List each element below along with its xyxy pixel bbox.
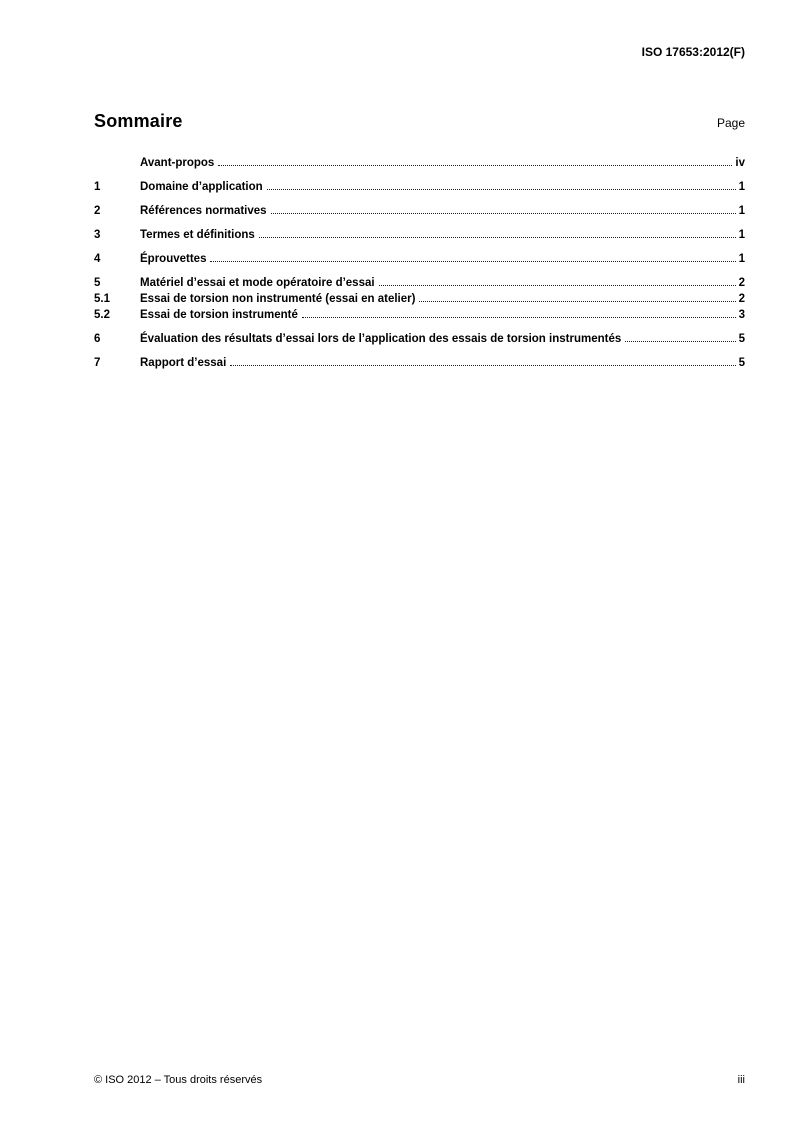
toc-leader-dots bbox=[379, 284, 736, 286]
toc-entry-page: 1 bbox=[738, 181, 745, 193]
toc-list bbox=[94, 156, 745, 371]
copyright-notice: © ISO 2012 – Tous droits réservés bbox=[94, 1074, 263, 1086]
toc-entry-title: Domaine d’application bbox=[140, 181, 263, 193]
toc-section bbox=[94, 111, 745, 371]
toc-entry-page: 5 bbox=[738, 333, 745, 345]
toc-leader-dots bbox=[230, 364, 735, 366]
toc-entry-number: 5.1 bbox=[94, 293, 110, 305]
toc-entry bbox=[94, 276, 745, 291]
toc-entry-title: Essai de torsion instrumenté bbox=[140, 309, 298, 321]
page-footer bbox=[94, 1074, 745, 1086]
toc-entry bbox=[94, 156, 745, 171]
toc-title: Sommaire bbox=[94, 111, 183, 131]
toc-entry-number: 5.2 bbox=[94, 309, 110, 321]
toc-leader-dots bbox=[218, 164, 732, 166]
toc-header bbox=[94, 111, 745, 132]
toc-entry-page: 1 bbox=[738, 229, 745, 241]
toc-entry-page: 3 bbox=[738, 309, 745, 321]
toc-entry-page: 5 bbox=[738, 357, 745, 369]
toc-entry-title: Termes et définitions bbox=[140, 229, 255, 241]
toc-entry-number: 2 bbox=[94, 205, 101, 217]
toc-leader-dots bbox=[625, 340, 735, 342]
toc-entry-page: 2 bbox=[738, 277, 745, 289]
toc-leader-dots bbox=[259, 236, 736, 238]
toc-leader-dots bbox=[302, 316, 736, 318]
toc-leader-dots bbox=[267, 188, 736, 190]
toc-entry-title: Matériel d’essai et mode opératoire d’essai bbox=[140, 277, 375, 289]
toc-entry-number: 3 bbox=[94, 229, 101, 241]
toc-entry-number: 5 bbox=[94, 277, 101, 289]
toc-entry bbox=[94, 180, 745, 195]
toc-entry-title: Essai de torsion non instrumenté (essai en atelier) bbox=[140, 293, 416, 305]
toc-entry-title: Rapport d’essai bbox=[140, 357, 227, 369]
toc-entry-page: 1 bbox=[738, 205, 745, 217]
toc-page-column-label: Page bbox=[716, 116, 745, 130]
toc-entry-number: 1 bbox=[94, 181, 101, 193]
toc-leader-dots bbox=[210, 260, 735, 262]
toc-entry-page: 1 bbox=[738, 253, 745, 265]
toc-entry-page: iv bbox=[735, 157, 745, 169]
toc-entry-title: Références normatives bbox=[140, 205, 267, 217]
toc-entry-page: 2 bbox=[738, 293, 745, 305]
toc-entry bbox=[94, 252, 745, 267]
toc-entry bbox=[94, 356, 745, 371]
document-reference: ISO 17653:2012(F) bbox=[641, 45, 745, 59]
toc-leader-dots bbox=[419, 300, 735, 302]
toc-entry-title: Avant-propos bbox=[140, 157, 215, 169]
toc-leader-dots bbox=[271, 212, 736, 214]
toc-entry-title: Évaluation des résultats d’essai lors de l’application des essais de torsion instrumentés bbox=[140, 333, 622, 345]
toc-entry-title: Éprouvettes bbox=[140, 253, 207, 265]
toc-entry bbox=[94, 204, 745, 219]
toc-entry-number: 7 bbox=[94, 357, 101, 369]
toc-entry-number: 4 bbox=[94, 253, 101, 265]
toc-entry bbox=[94, 292, 745, 307]
toc-entry bbox=[94, 228, 745, 243]
toc-entry bbox=[94, 332, 745, 347]
folio-page-number: iii bbox=[737, 1074, 745, 1086]
toc-entry bbox=[94, 308, 745, 323]
toc-entry-number: 6 bbox=[94, 333, 101, 345]
